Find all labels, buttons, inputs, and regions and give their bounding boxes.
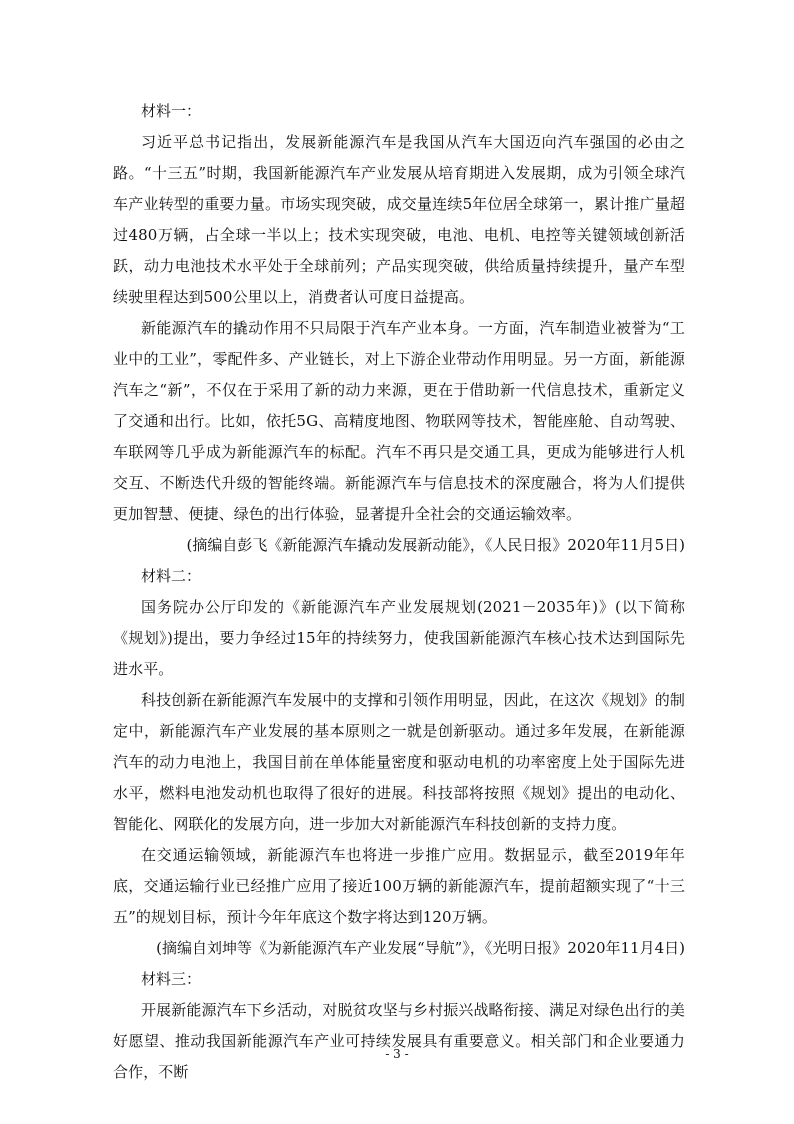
material-2-section	[113, 561, 685, 964]
page-number: - 3 -	[385, 1047, 409, 1061]
document-body	[113, 96, 685, 1088]
material-2-paragraph-1: 国务院办公厅印发的《新能源汽车产业发展规划(2021－2035年)》(以下简称《规划》)提出，要力争经过15年的持续努力，使我国新能源汽车核心技术达到国际先进水平。	[113, 598, 685, 678]
material-1-section	[113, 96, 685, 561]
material-1-paragraph-1: 习近平总书记指出，发展新能源汽车是我国从汽车大国迈向汽车强国的必由之路。“十三五”时期，我国新能源汽车产业发展从培育期进入发展期，成为引领全球汽车产业转型的重要力量。市场实现突破，成交量连续5年位居全球第一，累计推广量超过480万辆，占全球一半以上；技术实现突破，电池、电机、电控等关键领域创新活跃，动力电池技术水平处于全球前列；产品实现突破，供给质量持续提升，量产车型续驶里程达到500公里以上，消费者认可度日益提高。	[113, 133, 685, 306]
material-3-section	[113, 964, 685, 1088]
material-3-paragraph-1: 开展新能源汽车下乡活动，对脱贫攻坚与乡村振兴战略衔接、满足对绿色出行的美好愿望、推动我国新能源汽车产业可持续发展具有重要意义。相关部门和企业要通力合作，不断	[113, 1001, 685, 1081]
material-2-source: (摘编自刘坤等《为新能源汽车产业发展“导航”》，《光明日报》2020年11月4日)	[156, 939, 685, 957]
material-1-paragraph-2: 新能源汽车的撬动作用不只局限于汽车产业本身。一方面，汽车制造业被誉为“工业中的工业”，零配件多、产业链长，对上下游企业带动作用明显。另一方面，新能源汽车之“新”，不仅在于采用了新的动力来源，更在于借助新一代信息技术，重新定义了交通和出行。比如，依托5G、高精度地图、物联网等技术，智能座舱、自动驾驶、车联网等几乎成为新能源汽车的标配。汽车不再只是交通工具，更成为能够进行人机交互、不断迭代升级的智能终端。新能源汽车与信息技术的深度融合，将为人们提供更加智慧、便捷、绿色的出行体验，显著提升全社会的交通运输效率。	[113, 319, 685, 523]
material-2-paragraph-2: 科技创新在新能源汽车发展中的支撑和引领作用明显，因此，在这次《规划》的制定中，新能源汽车产业发展的基本原则之一就是创新驱动。通过多年发展，在新能源汽车的动力电池上，我国目前在单体能量密度和驱动电机的功率密度上处于国际先进水平，燃料电池发动机也取得了很好的进展。科技部将按照《规划》提出的电动化、智能化、网联化的发展方向，进一步加大对新能源汽车科技创新的支持力度。	[113, 691, 685, 833]
material-2-heading: 材料二：	[141, 567, 202, 585]
material-1-heading: 材料一：	[141, 102, 202, 120]
material-3-heading: 材料三：	[141, 970, 202, 988]
material-1-source: (摘编自彭飞《新能源汽车撬动发展新动能》，《人民日报》2020年11月5日)	[186, 536, 685, 554]
material-2-paragraph-3: 在交通运输领域，新能源汽车也将进一步推广应用。数据显示，截至2019年年底，交通运输行业已经推广应用了接近100万辆的新能源汽车，提前超额实现了“十三五”的规划目标，预计今年年底这个数字将达到120万辆。	[113, 846, 685, 926]
